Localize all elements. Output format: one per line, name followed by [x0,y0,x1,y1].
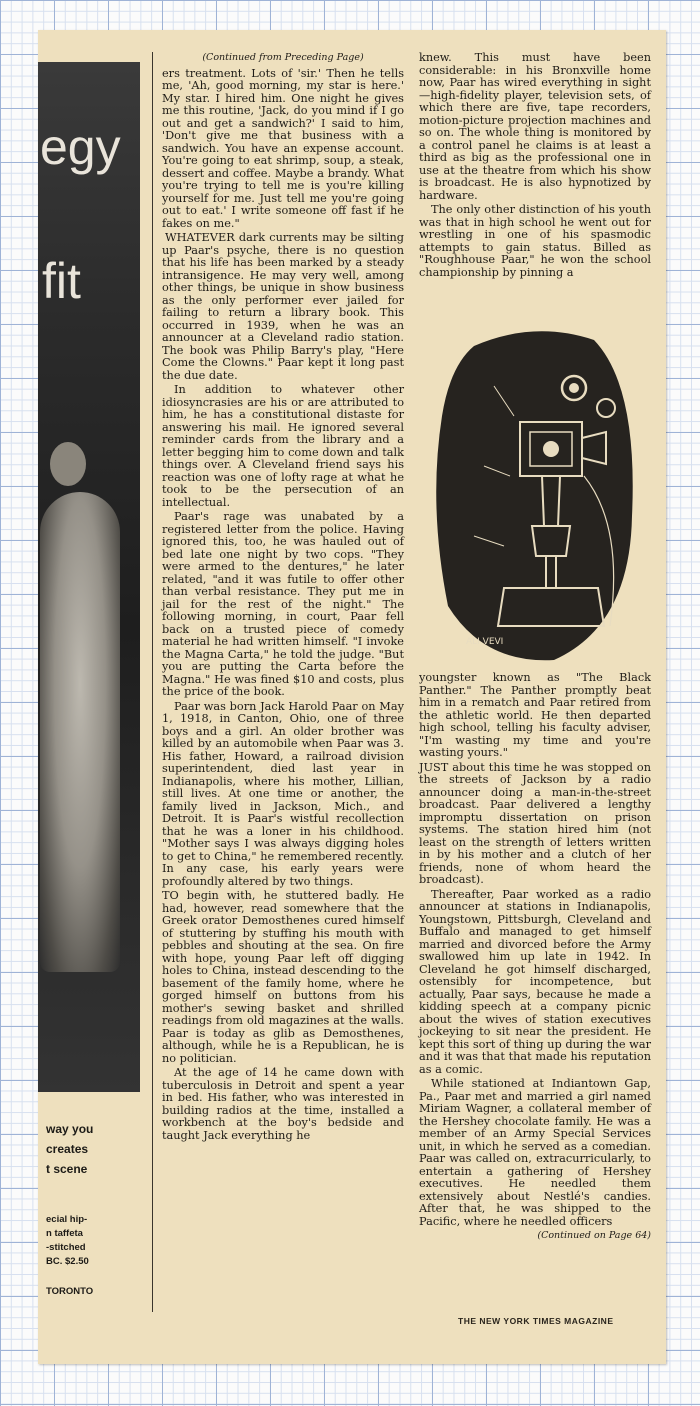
paragraph: youngster known as "The Black Panther." The Panther promptly beat him in a rematch and Paar retired from the athletic world. He then departed high school, telling his faculty adviser, "I'm wasting my time and you're wasting yours." [419,671,651,759]
paragraph: JUST about this time he was stopped on the streets of Jackson by a radio announcer doing a man-in-the-street broadcast. Paar delivered a lengthy impromptu dissertation on prison systems. The station hired him (not least on the strength of letters written in by his mother and a clutch of her friends, none of whom heard the broadcast). [419,760,651,886]
article-column-1 [162,52,404,1144]
continued-from-label: (Continued from Preceding Page) [202,52,364,63]
paragraph: knew. This must have been considerable: in his Bronxville home now, Paar has wired everything in sight—high-fidelity player, television sets, of which there are five, tape recorders, motion-picture projection machines and so on. The whole thing is monitored by a control panel he claims is at least a third as big as the professional one in use at the theatre from which his show is broadcast. He is also hypnotized by hardware. [419,51,651,202]
paragraph-text: TO begin with, he stuttered badly. He had, however, read somewhere that the Greek orator Demosthenes cured himself of stuttering by stuffing his mouth with pebbles and shouting at the sea. On fire with hope, young Paar left off digging holes to China, instead descending to the basement of the family home, where he gorged himself on buttons from his mother's sewing basket and shrilled readings from old magazines at the walls. Paar is today as glib as Demosthenes, although, while he is a Republican, he is no politician. [162,889,404,1065]
illustration-signature: ALI VEVI [466,637,504,647]
fashion-photo-fragment [38,62,140,1092]
ad-small-line: -stitched [46,1242,86,1253]
magazine-footer: THE NEW YORK TIMES MAGAZINE [458,1316,614,1326]
tv-camera-illustration [434,326,638,664]
paragraph: Paar was born Jack Harold Paar on May 1, 1918, in Canton, Ohio, one of three boys and a girl. An older brother was killed by an automobile when Paar was 3. His father, Howard, a railroad division superintendent, died last year in Indianapolis, where his mother, Lillian, still lives. At one time or another, the family lived in Jackson, Mich., and Detroit. It is Paar's wistful recollection that he was a loner in his childhood. "Mother says I was always digging holes to get to China," he remembered recently. In any case, his early years were profoundly altered by two things. [162,699,404,888]
headline-fragment-2: fit [42,253,81,309]
paragraph: In addition to whatever other idiosyncrasies are his or are attributed to him, he has a constitutional distaste for answering his mail. He ignored several reminder cards from the library and a letter begging him to come down and talk things over. A Cleveland friend says his reaction was one of lofty rage at what he took to be the persecution of an intellectual. [162,383,404,509]
paragraph-dropcap [162,232,404,382]
ad-city: TORONTO [46,1286,94,1297]
ad-line: way you [46,1122,94,1136]
paragraph: ers treatment. Lots of 'sir.' Then he tells me, 'Ah, good morning, my star is here.' My star. I hired him. One night he gives me this routine, 'Jack, do you mind if I go out and get a sandwich?' I said to him, 'Don't give me that business with a sandwich. You have an expense account. You're going to eat shrimp, soup, a steak, dessert and coffee. Maybe a brandy. What you're trying to tell me is you're killing yourself for me. Just tell me you're going out to eat.' I write someone off fast if he fakes on me." [162,66,404,230]
ad-line: creates [46,1142,89,1156]
camera-drawing [434,326,638,664]
paragraph: The only other distinction of his youth was that in high school he went out for wrestling in one of his spasmodic attempts to gain status. Billed as "Roughhouse Paar," he won the school championship by pinning a [419,203,651,279]
ad-small-line: BC. $2.50 [46,1256,89,1267]
paragraph-text: WHATEVER dark currents may be silting up Paar's psyche, there is no question that his life has been marked by a steady intransigence. He may very well, among other things, be unique in show business as the only performer ever jailed for failing to return a library book. This occurred in 1939, when he was an announcer at a Cleveland radio station. The book was Philip Barry's play, "Here Come the Clowns." Paar kept it long past the due date. [162,231,404,382]
paragraph: At the age of 14 he came down with tuberculosis in Detroit and spent a year in bed. His father, who was interested in building radios at the time, installed a workbench at the boy's bedside and taught Jack everything he [162,1066,404,1142]
column-rule [152,52,153,1312]
newspaper-clipping [38,30,666,1364]
article-column-2-bottom [419,672,651,1243]
ad-small-line: ecial hip- [46,1214,88,1225]
headline-fragment-1: egy [40,119,121,175]
paragraph: While stationed at Indiantown Gap, Pa., Paar met and married a girl named Miriam Wagner, a collateral member of the Hershey chocolate family. He was a member of an Army Special Services unit, in which he served as a comedian. Paar was called on, extracurricularly, to entertain a gathering of Hershey executives. He needled them extensively about Nestlé's candies. After that, he was shipped to the Pacific, where he needled officers [419,1077,651,1228]
ad-text-fragment [46,1092,142,1304]
continued-on-label: (Continued on Page 64) [537,1230,651,1241]
paragraph: Thereafter, Paar worked as a radio announcer at stations in Indianapolis, Youngstown, Pittsburgh, Cleveland and Buffalo and managed to get himself married and divorced before the Army swallowed him up late in 1942. In Cleveland he got himself discharged, ostensibly for incompetence, but actually, Paar says, because he made a kidding speech at a company picnic about the wives of station executives jockeying to sit near the president. He kept this sort of thing up during the war and it was that that made his reputation as a comic. [419,887,651,1076]
model-figure [40,492,120,972]
article-column-2-top [419,52,651,281]
ad-small-line: n taffeta [46,1228,83,1239]
paragraph: Paar's rage was unabated by a registered letter from the police. Having ignored this, too, he was hauled out of bed late one night by two cops. "They were armed to the dentures," he later related, "and it was futile to offer other than verbal resistance. They put me in jail for the rest of the night." The following morning, in court, Paar fell back on a trusted piece of comedy material he had written himself. "I invoke the Magna Carta," he told the judge. "But you are putting the Carta before the Magna." He was fined $10 and costs, plus the price of the book. [162,510,404,698]
paragraph-dropcap [162,890,404,1065]
model-head [50,442,86,486]
ad-line: t scene [46,1162,88,1176]
